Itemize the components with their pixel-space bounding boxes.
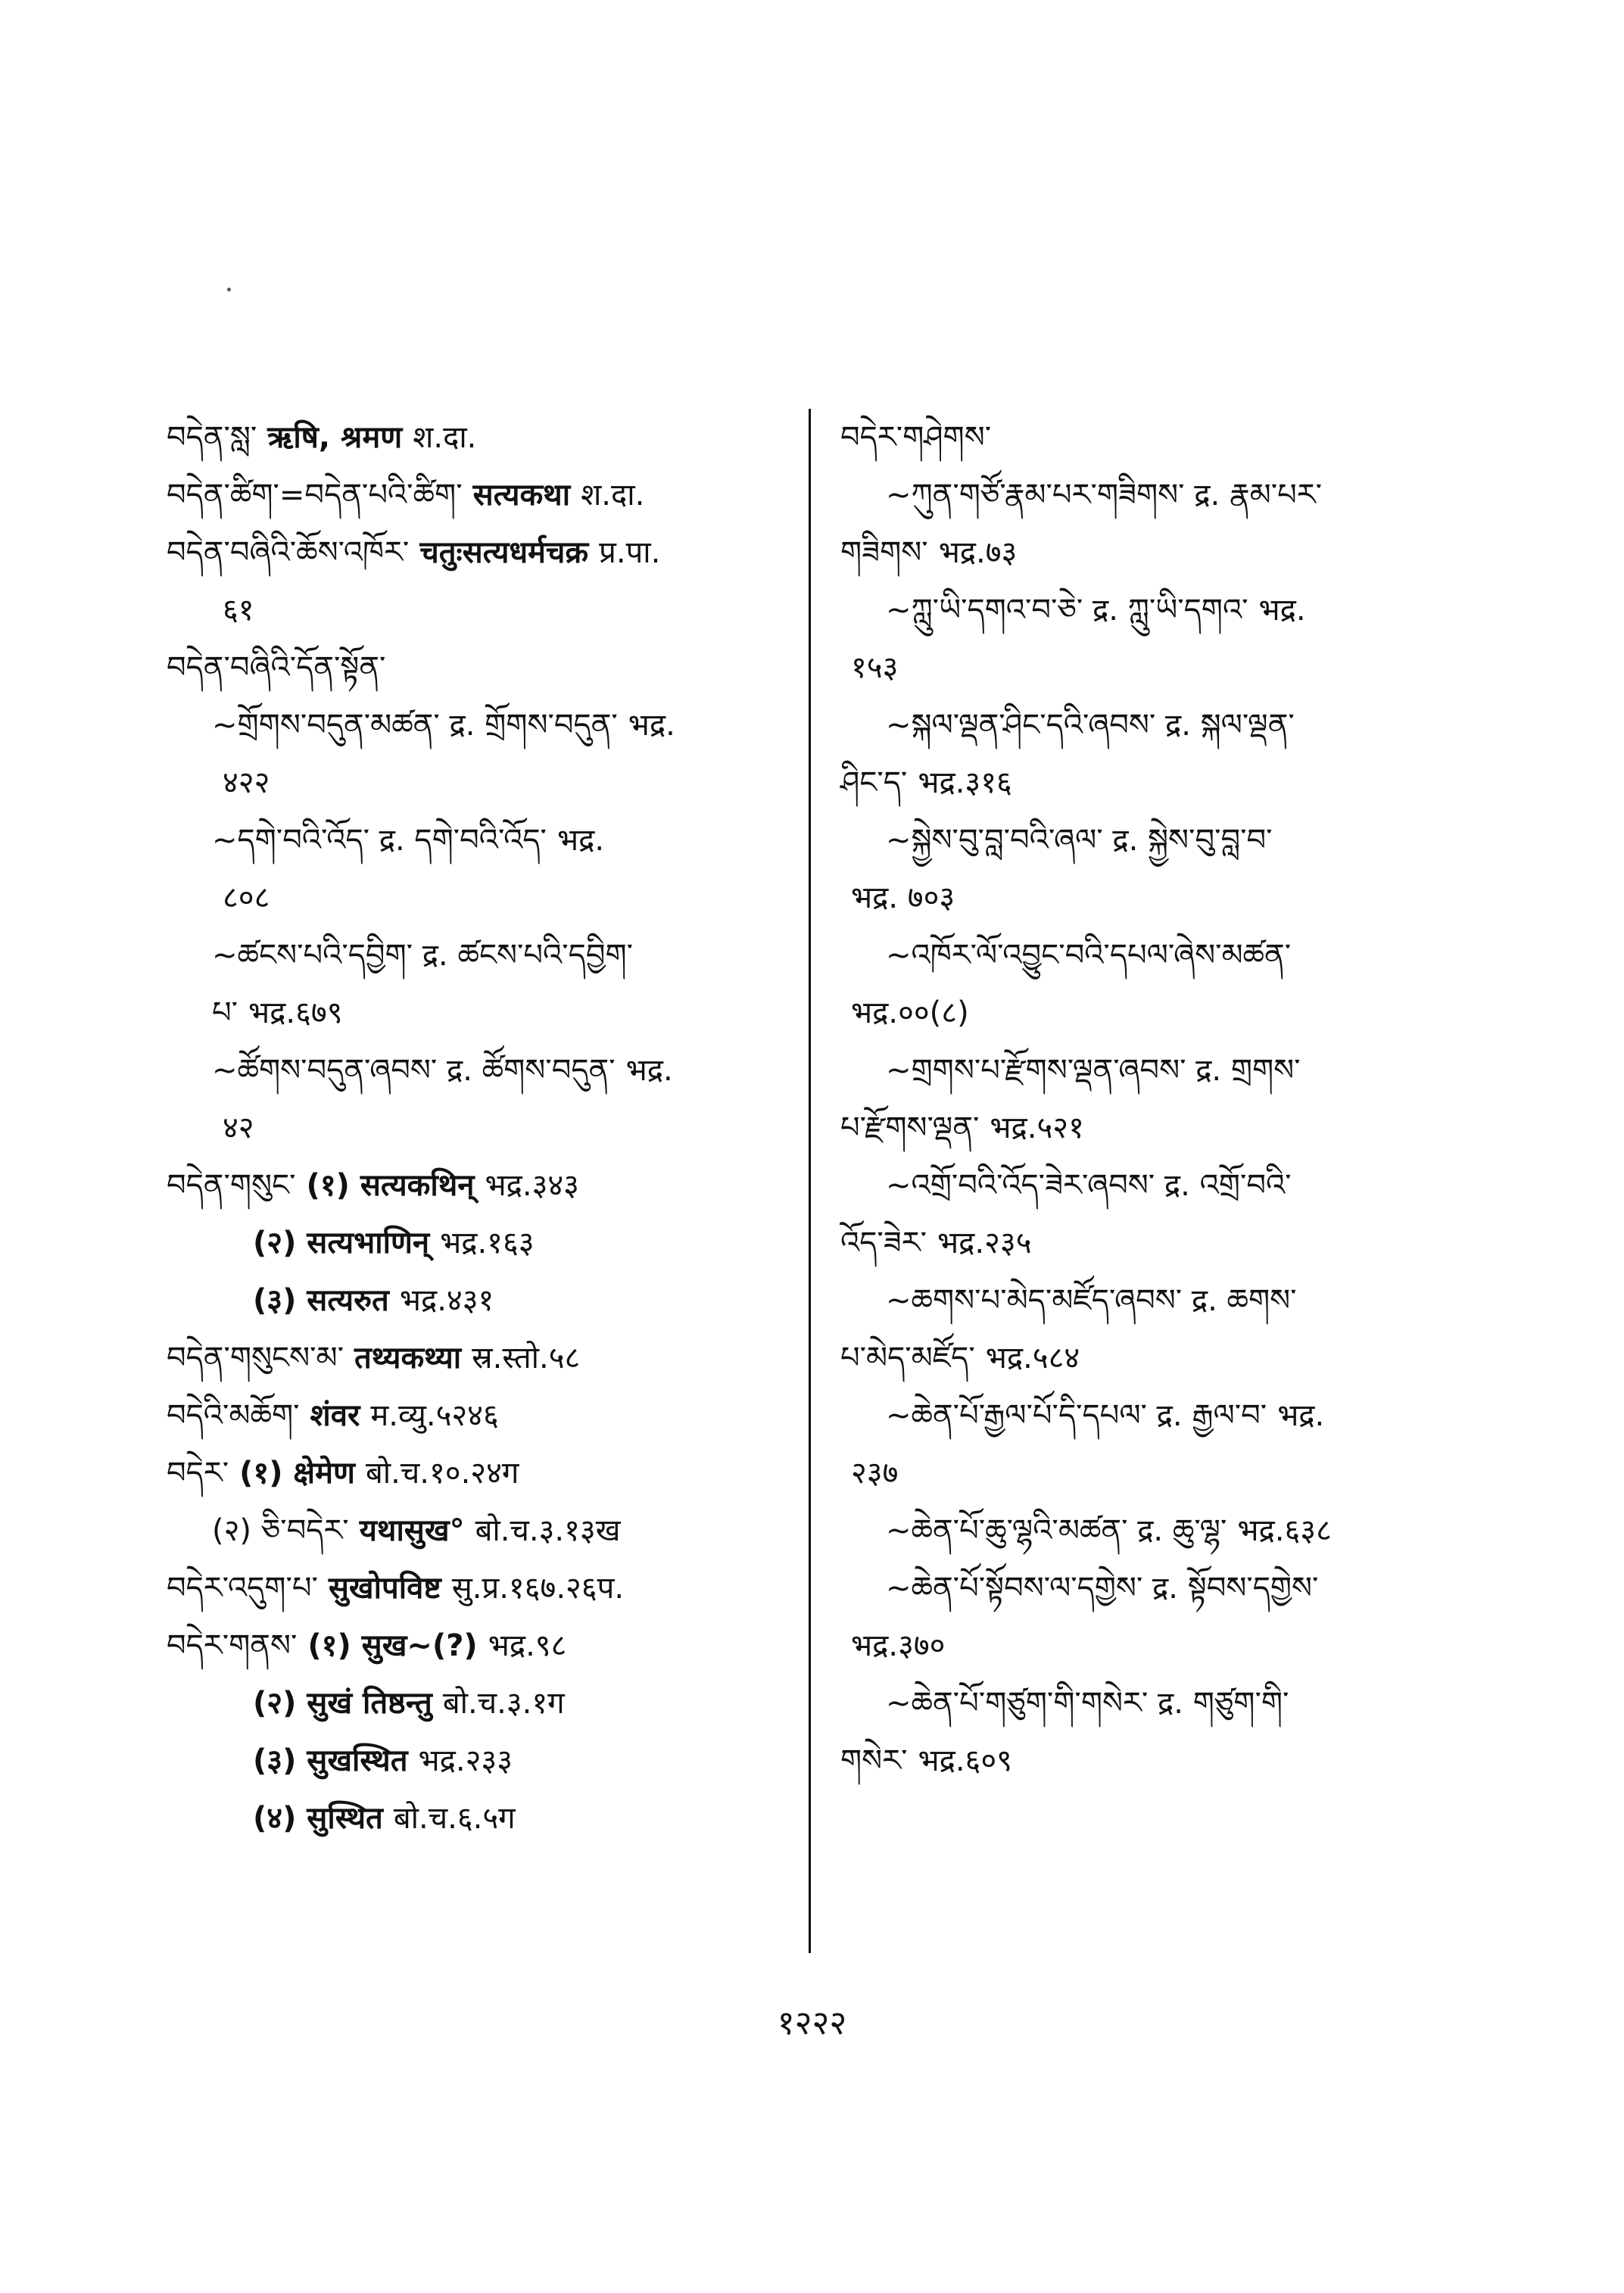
entry-continuation: २३७ bbox=[851, 1456, 899, 1491]
entry-continuation: འོད་ཟེར་ भद्र.२३५ bbox=[840, 1226, 1032, 1260]
sub-entry: ~དགེ་བའི་འོད་ द्र. དགེ་བའི་འོད་ भद्र. bbox=[212, 823, 605, 858]
entry: བདེན་སླ་ ऋषि, श्रमण श.दा. bbox=[167, 420, 477, 455]
entry-continuation: १५३ bbox=[851, 650, 899, 685]
sub-entry: ~ཚོགས་བདུན་ཞབས་ द्र. ཚོགས་བདུན་ भद्र. bbox=[212, 1053, 673, 1088]
sub-entry: ~ཆེན་པོ་སྟོབས་ལ་དགྱེས་ द्र. སྟོབས་དགྱེས་ bbox=[886, 1571, 1319, 1606]
sub-entry: ~ཆགས་པ་མེད་མཛོད་ཞབས་ द्र. ཆགས་ bbox=[886, 1283, 1297, 1318]
sub-entry: ~ཆེན་པོ་རྒྱལ་པོ་དི་དཔལ་ द्र. རྒྱལ་བ་ भद्र. bbox=[886, 1398, 1325, 1433]
sub-sense: (२) सुखं तिष्ठन्तु बो.च.३.१ग bbox=[253, 1686, 565, 1721]
sub-sense: (२) ཅི་བདེར་ यथासुख° बो.च.३.१३ख bbox=[212, 1513, 621, 1548]
sub-sense: (४) सुस्थित बो.च.६.५ग bbox=[253, 1801, 516, 1836]
entry-continuation: भद्र.३७० bbox=[851, 1628, 946, 1663]
page-number: १२२२ bbox=[777, 2004, 847, 2042]
sub-entry: ~ཀུན་གཙོ་རྣམ་པར་གཟིགས་ द्र. རྣམ་པར་ bbox=[886, 478, 1323, 512]
entry-continuation: ४२२ bbox=[223, 765, 270, 800]
sub-sense: (३) सुखस्थित भद्र.२३३ bbox=[253, 1743, 513, 1778]
column-divider bbox=[809, 409, 811, 1953]
sub-entry: ~སྐལ་ལྡན་ཤིང་དའི་ཞབས་ द्र. སྐལ་ལྡན་ bbox=[886, 708, 1295, 743]
entry: བདེན་བཞིའི་དོན་སྟོན་ bbox=[167, 650, 386, 685]
sub-entry: ~འགྲོ་བའི་འོད་ཟེར་ཞབས་ द्र. འགྲོ་བའི་ bbox=[886, 1168, 1292, 1203]
sub-entry: ~འཁོར་ལོ་འབྱུང་བའི་དཔལ་ཞེས་མཚན་ bbox=[886, 938, 1292, 973]
right-column bbox=[840, 409, 1446, 1790]
entry: བདེན་ཚིག་=བདེན་པའི་ཚིག་ सत्यकथा श.दा. bbox=[167, 478, 645, 512]
entry-continuation: པ་ भद्र.६७९ bbox=[212, 995, 343, 1030]
entry-continuation: ཤིང་ད་ भद्र.३१६ bbox=[840, 765, 1012, 800]
entry-continuation: གསེར་ भद्र.६०९ bbox=[840, 1743, 1012, 1778]
entry: བདེར་ (१) क्षेमेण बो.च.१०.२४ग bbox=[167, 1456, 519, 1491]
sub-entry: ~ཀླུ་ཡི་དགའ་བ་ཅེ་ द्र. ཀླུ་ཡི་དགའ་ भद्र. bbox=[886, 593, 1306, 628]
entry: བདེན་གསུང་ (१) सत्यकथिन् भद्र.३४३ bbox=[167, 1168, 579, 1203]
entry: བདེར་གནས་ (१) सुख~(?) भद्र.९८ bbox=[167, 1628, 567, 1663]
scan-speck bbox=[227, 288, 231, 291]
entry: བདེར་གཤེགས་ bbox=[840, 420, 992, 455]
sub-entry: ~གྲོགས་བདུན་མཚན་ द्र. གྲོགས་བདུན་ भद्र. bbox=[212, 708, 675, 743]
entry-continuation: གཟིགས་ भद्र.७३ bbox=[840, 535, 1018, 570]
sub-entry: ~ཚངས་པའི་དབྱིག་ द्र. ཚངས་པའི་དབྱིག་ bbox=[212, 938, 634, 973]
sub-sense: (२) सत्यभाणिन् भद्र.१६३ bbox=[253, 1226, 535, 1260]
entry-continuation: ४२ bbox=[223, 1111, 254, 1145]
entry: བདེན་གསུངས་མ་ तथ्यकथ्या स्र.स्तो.५८ bbox=[167, 1341, 581, 1375]
left-column bbox=[167, 409, 803, 1847]
entry-continuation: པ་མེད་མཛོད་ भद्र.५८४ bbox=[840, 1341, 1080, 1375]
sub-entry: ~གྲགས་པ་རྫོགས་ལྡན་ཞབས་ द्र. གྲགས་ bbox=[886, 1053, 1301, 1088]
entry: བདེར་འདུག་པ་ सुखोपविष्ट सु.प्र.१६७.२६प. bbox=[167, 1571, 625, 1606]
entry: བདེན་བཞིའི་ཆོས་འཁོར་ चतुःसत्यधर्मचक्र प्र.पा. bbox=[167, 535, 661, 570]
entry-continuation: ६१ bbox=[223, 593, 254, 628]
entry-continuation: भद्र.००(८) bbox=[851, 995, 969, 1030]
sub-entry: ~ཆེན་པོ་གཙུག་གི་གསེར་ द्र. གཙུག་གི་ bbox=[886, 1686, 1289, 1721]
sub-entry: ~སྐྱེས་བུ་བླ་བའི་ཞལ་ द्र. སྐྱེས་བུ་བླ་བ་ bbox=[886, 823, 1273, 858]
entry-continuation: ८०८ bbox=[223, 880, 270, 915]
entry-continuation: भद्र. ७०३ bbox=[851, 880, 955, 915]
sub-sense: (३) सत्यरुत भद्र.४३१ bbox=[253, 1283, 494, 1318]
sub-entry: ~ཆེན་པོ་ཆུ་ལྷའི་མཚན་ द्र. ཆུ་ལྷ་ भद्र.६३८ bbox=[886, 1513, 1332, 1548]
entry: བདེའི་མཆོག་ शंवर म.व्यु.५२४६ bbox=[167, 1398, 499, 1433]
entry-continuation: པ་རྫོགས་ལྡན་ भद्र.५२१ bbox=[840, 1111, 1084, 1145]
